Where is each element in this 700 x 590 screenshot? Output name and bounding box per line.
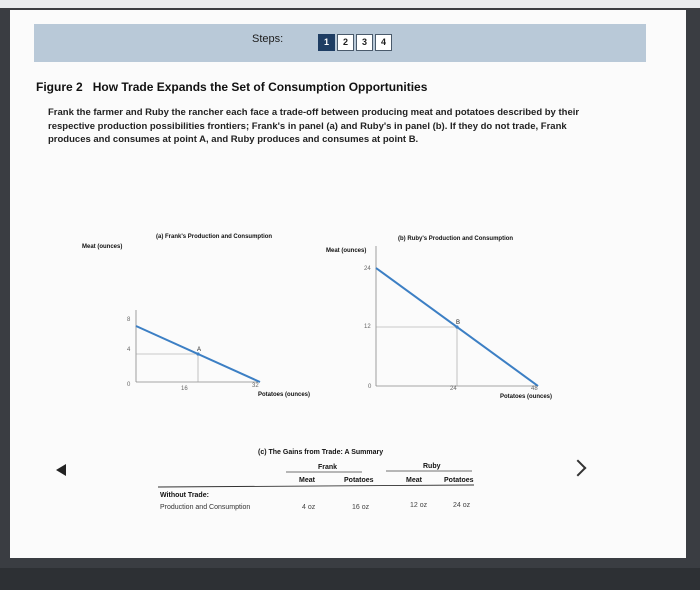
step-4-button[interactable]: 4 — [375, 34, 392, 51]
section-without-trade: Without Trade: — [160, 492, 209, 499]
step-3-button[interactable]: 3 — [356, 34, 373, 51]
bottom-bar — [0, 568, 700, 590]
browser-top-strip — [0, 0, 700, 8]
panel-a — [82, 234, 310, 398]
step-2-button[interactable]: 2 — [337, 34, 354, 51]
figure-number: Figure 2 — [36, 80, 83, 94]
panel-b-ylabel: Meat (ounces) — [326, 248, 367, 254]
panel-b-xtick-48: 48 — [531, 386, 538, 392]
figure-title-text: How Trade Expands the Set of Consumption Opportunities — [92, 80, 428, 94]
panel-a-xlabel: Potatoes (ounces) — [258, 392, 311, 398]
steps-label: Steps: — [252, 33, 284, 45]
previous-arrow-icon[interactable] — [56, 464, 66, 476]
cell-ruby-meat: 12 oz — [410, 502, 428, 509]
panel-a-ytick-4: 4 — [127, 347, 131, 353]
panel-a-xtick-0: 0 — [127, 382, 131, 388]
cell-ruby-potatoes: 24 oz — [453, 502, 471, 509]
figure-description: Frank the farmer and Ruby the rancher each face a trade-off between producing meat and potatoes described by their respective production possibilities frontiers; Frank's in panel (a) and Ruby's in panel (b). If they do not trade, Frank produces and consumes at point A, and Ruby produces and consumes at point B. — [48, 107, 580, 145]
col-ruby-potatoes: Potatoes — [444, 477, 474, 484]
panel-b-xtick-24: 24 — [450, 386, 457, 392]
summary-table-title: (c) The Gains from Trade: A Summary — [258, 449, 384, 456]
panel-a-xtick-16: 16 — [181, 386, 188, 392]
row-label: Production and Consumption — [160, 504, 251, 511]
panel-a-title: (a) Frank's Production and Consumption — [156, 234, 273, 240]
group-frank: Frank — [318, 464, 338, 471]
panel-a-xtick-32: 32 — [252, 383, 259, 389]
panel-b-xlabel: Potatoes (ounces) — [500, 394, 553, 400]
summary-table — [158, 449, 474, 511]
col-frank-potatoes: Potatoes — [344, 477, 374, 484]
col-frank-meat: Meat — [299, 477, 315, 484]
col-ruby-meat: Meat — [406, 477, 422, 484]
content-page — [10, 10, 686, 558]
panel-a-ylabel: Meat (ounces) — [82, 244, 123, 250]
panel-b-ytick-12: 12 — [364, 324, 371, 330]
figure-charts-svg — [10, 10, 686, 558]
cell-frank-potatoes: 16 oz — [352, 504, 370, 511]
group-ruby: Ruby — [423, 463, 441, 470]
panel-b — [326, 236, 552, 400]
panel-a-point-a-label: A — [197, 347, 202, 353]
cell-frank-meat: 4 oz — [302, 504, 316, 511]
step-1-button[interactable]: 1 — [318, 34, 335, 51]
panel-b-xtick-0: 0 — [368, 384, 372, 390]
panel-b-point-b-label: B — [456, 320, 461, 326]
table-header-rule — [158, 485, 474, 487]
panel-a-ytick-8: 8 — [127, 317, 131, 323]
panel-b-ytick-24: 24 — [364, 266, 371, 272]
panel-b-title: (b) Ruby's Production and Consumption — [398, 236, 514, 242]
